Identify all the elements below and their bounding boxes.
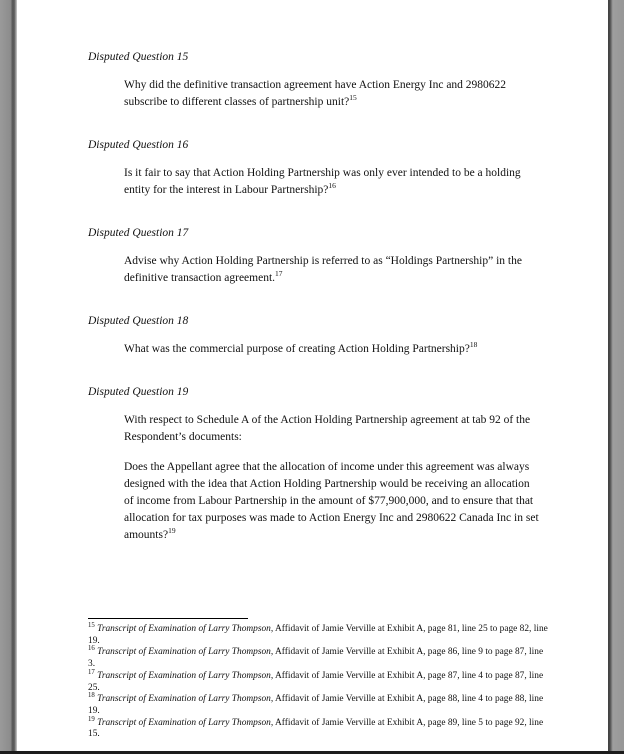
footnote-reference: 18	[469, 340, 478, 350]
footnote: $^{18}$ Transcript of Examination of Larry Thompson, Affidavit of Jamie Verville at Exhibit A, page 88, line 4 to page 88, line 19.	[88, 692, 544, 716]
footnote-reference: 19	[168, 526, 176, 536]
question-paragraph: With respect to Schedule A of the Action Holding Partnership agreement at tab 92 of the Respondent’s documents:	[124, 414, 531, 443]
footnotes-area	[88, 618, 548, 741]
question-paragraph: Advise why Action Holding Partnership is referred to as “Holdings Partnership” in the definitive transaction agreement.$^{17}$	[124, 255, 522, 284]
section-heading: Disputed Question 16	[88, 139, 189, 151]
question-section	[88, 225, 540, 287]
document-body	[17, 0, 608, 544]
page-surround-right	[608, 0, 624, 754]
footnote-source-title: Transcript of Examination of Larry Thompson,	[94, 717, 274, 728]
footnote-number: 16	[88, 645, 95, 653]
question-section	[88, 49, 540, 111]
section-heading: Disputed Question 15	[88, 51, 189, 63]
footnote-source-title: Transcript of Examination of Larry Thompson,	[94, 647, 274, 658]
footnote: $^{16}$ Transcript of Examination of Larry Thompson, Affidavit of Jamie Verville at Exhibit A, page 86, line 9 to page 87, line 3.	[88, 645, 544, 670]
question-section	[88, 137, 540, 199]
footnote-number: 17	[88, 668, 95, 676]
section-heading: Disputed Question 19	[88, 386, 189, 398]
question-paragraph: Does the Appellant agree that the allocation of income under this agreement was always designed with the idea that Action Holding Partnership would be receiving an allocation of income from Labour Partnership in the amount of $77,900,000, and to ensure that that allocation for tax purposes was made to Action Energy Inc and 2980622 Canada Inc in set amounts?$^{19}$	[124, 461, 539, 541]
footnote-number: 15	[88, 621, 95, 629]
section-heading: Disputed Question 18	[88, 315, 189, 327]
footnote: $^{15}$ Transcript of Examination of Larry Thompson, Affidavit of Jamie Verville at Exhibit A, page 81, line 25 to page 82, line 19.	[88, 621, 548, 646]
footnote-reference: 15	[349, 93, 357, 103]
question-paragraph: What was the commercial purpose of creating Action Holding Partnership?$^{18}$	[124, 340, 478, 355]
question-section	[88, 384, 540, 544]
document-page	[17, 0, 608, 751]
footnote-reference: 17	[275, 269, 283, 279]
question-section	[88, 313, 540, 358]
footnotes-list	[88, 621, 548, 741]
footnote-number: 19	[88, 715, 95, 723]
question-paragraph: Why did the definitive transaction agreement have Action Energy Inc and 2980622 subscribe to different classes of partnership unit?$^{15}$	[124, 79, 507, 108]
footnote-separator	[88, 618, 248, 619]
footnote-number: 18	[88, 692, 95, 700]
section-heading: Disputed Question 17	[88, 227, 189, 239]
footnote-source-title: Transcript of Examination of Larry Thompson,	[94, 670, 274, 681]
page-surround-left	[0, 0, 17, 754]
footnote: $^{17}$ Transcript of Examination of Larry Thompson, Affidavit of Jamie Verville at Exhibit A, page 87, line 4 to page 87, line 25.	[88, 668, 544, 693]
footnote: $^{19}$ Transcript of Examination of Larry Thompson, Affidavit of Jamie Verville at Exhibit A, page 89, line 5 to page 92, line 15.	[88, 715, 544, 740]
footnote-reference: 16	[328, 181, 336, 191]
footnote-source-title: Transcript of Examination of Larry Thompson,	[94, 624, 274, 634]
question-paragraph: Is it fair to say that Action Holding Partnership was only ever intended to be a holding entity for the interest in Labour Partnership?$^{16}$	[124, 167, 521, 196]
footnote-source-title: Transcript of Examination of Larry Thompson,	[94, 694, 274, 705]
